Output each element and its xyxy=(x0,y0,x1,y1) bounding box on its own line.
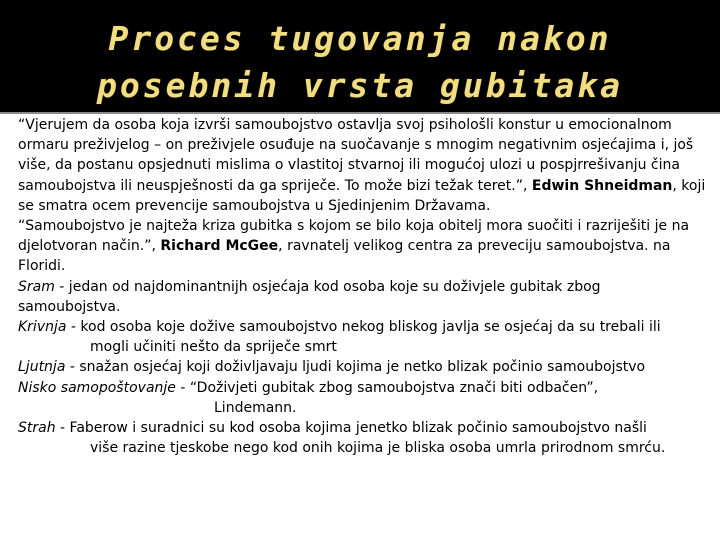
slide-title-line-2: posebnih vrsta gubitaka xyxy=(97,66,623,105)
quote-shneidman xyxy=(18,115,708,216)
slide-body xyxy=(18,115,708,458)
feeling-strah xyxy=(18,418,708,458)
feeling-description: - kod osoba koje dožive samoubojstvo nekog bliskog javlja se osjećaj da su trebali ili xyxy=(66,319,661,336)
quote-author-description: , ravnatelj velikog centra za preveciju samoubojstva. na Floridi. xyxy=(18,238,671,275)
feeling-term: Nisko samopoštovanje xyxy=(18,379,176,396)
feeling-description-continued: mogli učiniti nešto da spriječe smrt xyxy=(90,339,337,356)
quote-mcgee xyxy=(18,216,708,277)
feeling-description-continued: više razine tjeskobe nego kod onih kojima je bliska osoba umrla prirodnom smrću. xyxy=(90,440,666,457)
slide-title-line-1: Proces tugovanja nakon xyxy=(108,19,612,58)
feeling-sram xyxy=(18,277,708,317)
feeling-term: Sram xyxy=(18,278,55,295)
feeling-description: - jedan od najdominantnijh osjećaja kod osoba koje su doživjele gubitak zbog xyxy=(54,278,601,295)
quote-text: “Vjerujem da osoba koja izvrši samoubojstvo ostavlja svoj psihološli konstur u emocionalnom ormaru preživjelog – on preživjele osuđuje na suočavanje s mnogim negativnim osjećajima i, još više, da postanu opsjednuti mislima o vlastitoj stvarnoj ili mogućoj ulozi u pospjrrešivanju čina samoubojstva ili neuspješnosti da ga spriječe. To može bizi težak teret.”, xyxy=(18,117,694,194)
feeling-term: Strah xyxy=(18,420,56,437)
feeling-nisko-samopostovanje xyxy=(18,378,708,418)
quote-author: Richard McGee xyxy=(160,238,279,255)
quote-author: Edwin Shneidman xyxy=(531,177,673,194)
feeling-description: - “Doživjeti gubitak zbog samoubojstva znači biti odbačen”, xyxy=(175,379,599,396)
feeling-description: - snažan osjećaj koji doživljavaju ljudi kojima je netko blizak počinio samoubojstvo xyxy=(65,359,646,376)
feeling-term: Krivnja xyxy=(18,319,67,336)
feeling-term: Ljutnja xyxy=(18,359,66,376)
feeling-ljutnja xyxy=(18,357,708,377)
feeling-krivnja xyxy=(18,317,708,357)
title-divider xyxy=(0,112,720,114)
feeling-description-continued: Lindemann. xyxy=(214,399,297,416)
quote-text: “Samoubojstvo je najteža kriza gubitka s kojom se bilo koja obitelj mora suočiti i razriješiti je na djelotvoran način.”, xyxy=(18,218,690,255)
quote-author-description: , koji se smatra ocem prevencije samoubojstva u Sjedinjenim Državama. xyxy=(18,177,706,214)
title-bar xyxy=(0,0,720,112)
feeling-description-continued: samoubojstva. xyxy=(18,298,121,315)
feeling-description: - Faberow i suradnici su kod osoba kojima jenetko blizak počinio samoubojstvo našli xyxy=(55,420,647,437)
